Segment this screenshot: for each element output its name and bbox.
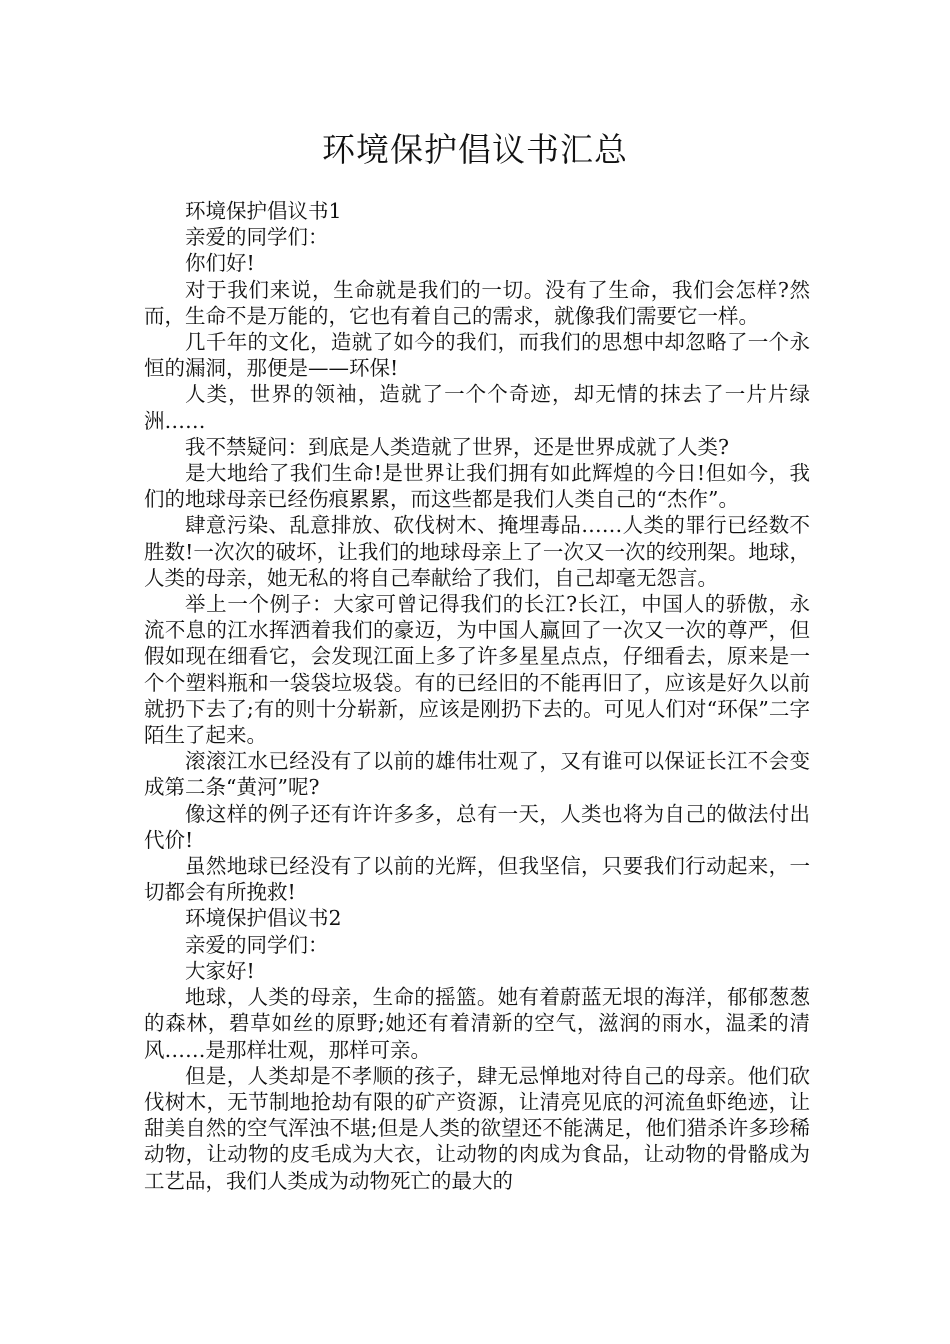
document-body bbox=[144, 198, 810, 1194]
paragraph: 对于我们来说，生命就是我们的一切。没有了生命，我们会怎样?然而，生命不是万能的，它也有着自己的需求，就像我们需要它一样。 bbox=[144, 277, 810, 328]
paragraph: 滚滚江水已经没有了以前的雄伟壮观了，又有谁可以保证长江不会变成第二条“黄河”呢? bbox=[144, 749, 810, 800]
paragraph: 像这样的例子还有许许多多，总有一天，人类也将为自己的做法付出代价! bbox=[144, 801, 810, 852]
heading-letter-2: 环境保护倡议书2 bbox=[185, 906, 342, 931]
paragraph: 几千年的文化，造就了如今的我们，而我们的思想中却忽略了一个永恒的漏洞，那便是——环保! bbox=[144, 330, 810, 381]
paragraph: 地球，人类的母亲，生命的摇篮。她有着蔚蓝无垠的海洋，郁郁葱葱的森林，碧草如丝的原野;她还有着清新的空气，滋润的雨水，温柔的清风……是那样壮观，那样可亲。 bbox=[144, 985, 810, 1062]
salutation: 亲爱的同学们： bbox=[185, 932, 329, 957]
document-title: 环境保护倡议书汇总 bbox=[322, 130, 628, 169]
paragraph: 举上一个例子：大家可曾记得我们的长江?长江，中国人的骄傲，永流不息的江水挥洒着我们的豪迈，为中国人赢回了一次又一次的尊严，但假如现在细看它，会发现江面上多了许多星星点点，仔细看去，原来是一个个塑料瓶和一袋袋垃圾袋。有的已经旧的不能再旧了，应该是好久以前就扔下去了;有的则十分崭新，应该是刚扔下去的。可见人们对“环保”二字陌生了起来。 bbox=[144, 592, 810, 748]
heading-letter-1: 环境保护倡议书1 bbox=[185, 199, 342, 223]
paragraph: 我不禁疑问：到底是人类造就了世界，还是世界成就了人类? bbox=[185, 434, 729, 459]
paragraph: 虽然地球已经没有了以前的光辉，但我坚信，只要我们行动起来，一切都会有所挽救! bbox=[144, 854, 810, 905]
paragraph: 肆意污染、乱意排放、砍伐树木、掩埋毒品……人类的罪行已经数不胜数!一次次的破坏，让我们的地球母亲上了一次又一次的绞刑架。地球，人类的母亲，她无私的将自己奉献给了我们，自己却毫无怨言。 bbox=[144, 513, 810, 590]
greeting: 你们好! bbox=[185, 251, 255, 276]
paragraph: 人类，世界的领袖，造就了一个个奇迹，却无情的抹去了一片片绿洲…… bbox=[144, 382, 810, 433]
paragraph: 是大地给了我们生命!是世界让我们拥有如此辉煌的今日!但如今，我们的地球母亲已经伤痕累累，而这些都是我们人类自己的“杰作”。 bbox=[144, 461, 810, 512]
salutation: 亲爱的同学们： bbox=[185, 225, 329, 250]
paragraph: 但是，人类却是不孝顺的孩子，肆无忌惮地对待自己的母亲。他们砍伐树木，无节制地抢劫有限的矿产资源，让清亮见底的河流鱼虾绝迹，让甜美自然的空气浑浊不堪;但是人类的欲望还不能满足，他们猎杀许多珍稀动物，让动物的皮毛成为大衣，让动物的肉成为食品，让动物的骨骼成为工艺品，我们人类成为动物死亡的最大的 bbox=[144, 1063, 810, 1193]
greeting: 大家好! bbox=[185, 958, 255, 983]
